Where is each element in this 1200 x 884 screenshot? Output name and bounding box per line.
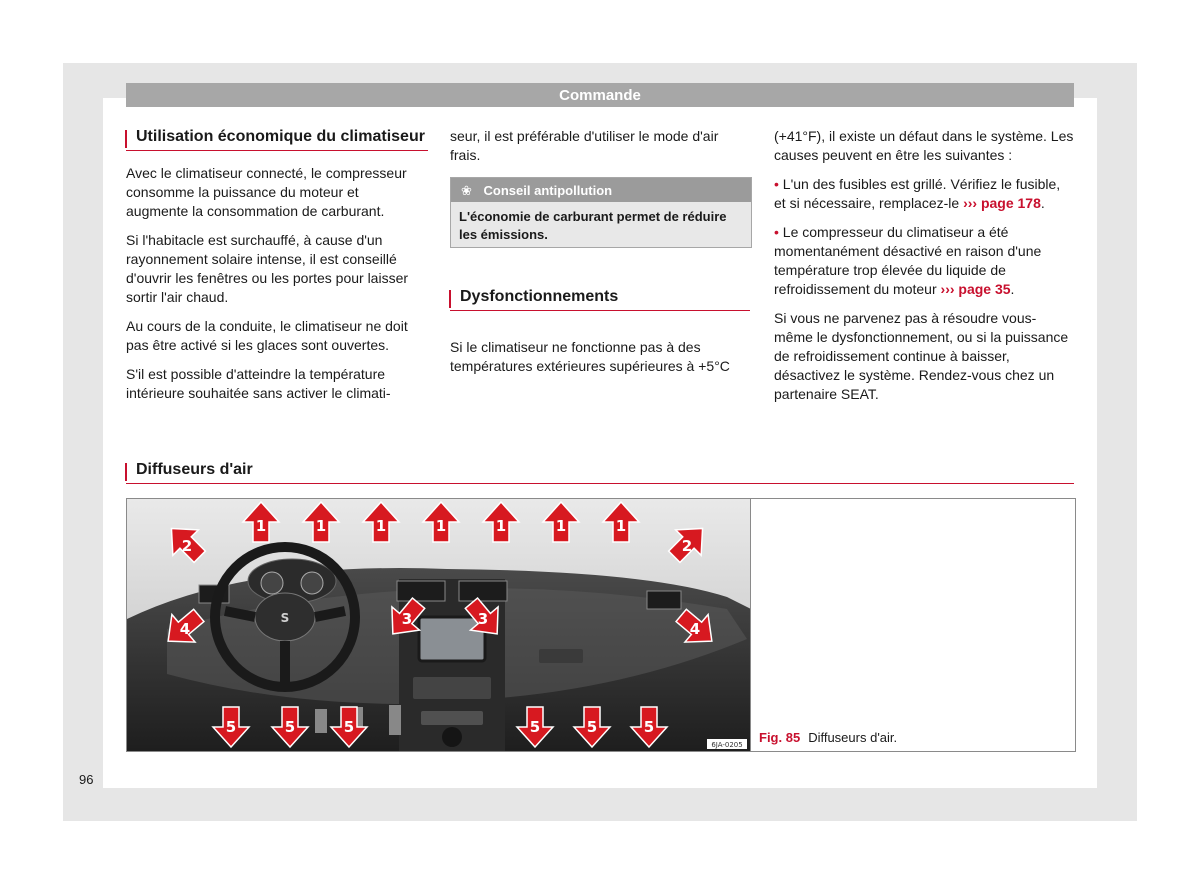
svg-text:1: 1 <box>255 517 267 535</box>
heading-rule <box>126 150 428 151</box>
svg-text:1: 1 <box>435 517 447 535</box>
svg-text:3: 3 <box>477 610 489 628</box>
svg-text:2: 2 <box>681 537 693 555</box>
page-link[interactable]: ››› page 35 <box>940 281 1011 297</box>
bullet-item: • Le compresseur du climatiseur a été momentanément désactivé en raison d'une température trop élevée du liquide de refroidissement du moteur ››› page 35. <box>774 224 1042 297</box>
figure-85 <box>126 498 1076 752</box>
svg-text:1: 1 <box>555 517 567 535</box>
center-vent-right <box>459 581 507 601</box>
section-header-bar: Commande <box>126 83 1074 107</box>
svg-text:5: 5 <box>586 718 598 736</box>
pedal <box>389 705 401 735</box>
console-buttons <box>421 711 483 725</box>
page-link[interactable]: ››› page 178 <box>963 195 1041 211</box>
heading-rule <box>450 310 750 311</box>
center-vent-left <box>397 581 445 601</box>
heading-marker <box>449 290 451 308</box>
svg-text:4: 4 <box>179 620 191 638</box>
svg-text:5: 5 <box>529 718 541 736</box>
bullet-item: • L'un des fusibles est grillé. Vérifiez le fusible, et si nécessaire, remplacez-le ››› page 178. <box>774 176 1061 211</box>
heading-economic-use <box>136 128 425 146</box>
svg-text:4: 4 <box>689 620 701 638</box>
svg-text:1: 1 <box>495 517 507 535</box>
heading-malfunctions <box>460 288 618 306</box>
figure-label: Fig. 85 <box>759 730 801 745</box>
note-title: Conseil antipollution <box>483 183 613 198</box>
infotainment-screen <box>419 617 485 661</box>
page-number: 96 <box>79 772 94 787</box>
svg-text:2: 2 <box>181 537 193 555</box>
paragraph: Avec le climatiseur connecté, le compresseur consomme la puissance du moteur et augmente la consommation de carburant. <box>126 165 407 219</box>
heading-marker <box>125 463 127 481</box>
pedal <box>315 709 327 733</box>
heading-rule <box>126 483 1074 484</box>
note-box <box>450 177 752 248</box>
col3-body <box>774 127 1074 414</box>
svg-text:5: 5 <box>284 718 296 736</box>
heading-marker <box>125 130 127 148</box>
svg-text:S: S <box>280 611 290 625</box>
heading-text: Utilisation économique du climatiseur <box>136 128 425 145</box>
note-body: L'économie de carburant permet de réduire les émissions. <box>451 202 751 247</box>
paragraph: Si l'habitacle est surchauffé, à cause d'un rayonnement solaire intense, il est conseillé d'ouvrir les fenêtres ou les portes pour laisser sortir l'air chaud. <box>126 232 409 305</box>
svg-text:5: 5 <box>343 718 355 736</box>
heading-text: Dysfonctionnements <box>460 288 619 305</box>
side-vent-right <box>647 591 681 609</box>
svg-text:1: 1 <box>615 517 627 535</box>
dashboard-illustration <box>127 499 751 751</box>
svg-text:1: 1 <box>375 517 387 535</box>
figure-caption-text: Diffuseurs d'air. <box>808 730 898 745</box>
col1-body <box>126 164 416 413</box>
col2-continuation: seur, il est préférable d'utiliser le mode d'air frais. <box>450 128 719 163</box>
note-header <box>451 178 751 202</box>
flower-icon: ❀ <box>461 183 472 198</box>
bullet-icon: • <box>774 176 783 192</box>
paragraph: (+41°F), il existe un défaut dans le système. Les causes peuvent en être les suivantes : <box>774 128 1074 163</box>
paragraph: S'il est possible d'atteindre la température intérieure souhaitée sans activer le climati- <box>126 366 391 401</box>
tachometer <box>301 572 323 594</box>
glovebox-handle <box>539 649 583 663</box>
svg-text:5: 5 <box>643 718 655 736</box>
svg-text:1: 1 <box>315 517 327 535</box>
figure-divider <box>750 499 751 751</box>
climate-controls <box>413 677 491 699</box>
figure-code: 6JA-0205 <box>711 741 743 749</box>
col2-paragraph: Si le climatiseur ne fonctionne pas à des températures extérieures supérieures à +5°C <box>450 339 730 374</box>
speedometer <box>261 572 283 594</box>
paragraph: Si vous ne parvenez pas à résoudre vous-même le dysfonctionnement, ou si la puissance de refroidissement continue à baisser, désactivez le système. Rendez-vous chez un partenaire SEAT. <box>774 310 1069 402</box>
bullet-icon: • <box>774 224 783 240</box>
heading-air-vents <box>136 461 253 479</box>
svg-text:3: 3 <box>401 610 413 628</box>
figure-caption <box>759 730 897 745</box>
paragraph: Au cours de la conduite, le climatiseur ne doit pas être activé si les glaces sont ouvertes. <box>126 318 408 353</box>
svg-text:5: 5 <box>225 718 237 736</box>
gear-lever <box>442 727 462 747</box>
heading-text: Diffuseurs d'air <box>136 461 253 478</box>
